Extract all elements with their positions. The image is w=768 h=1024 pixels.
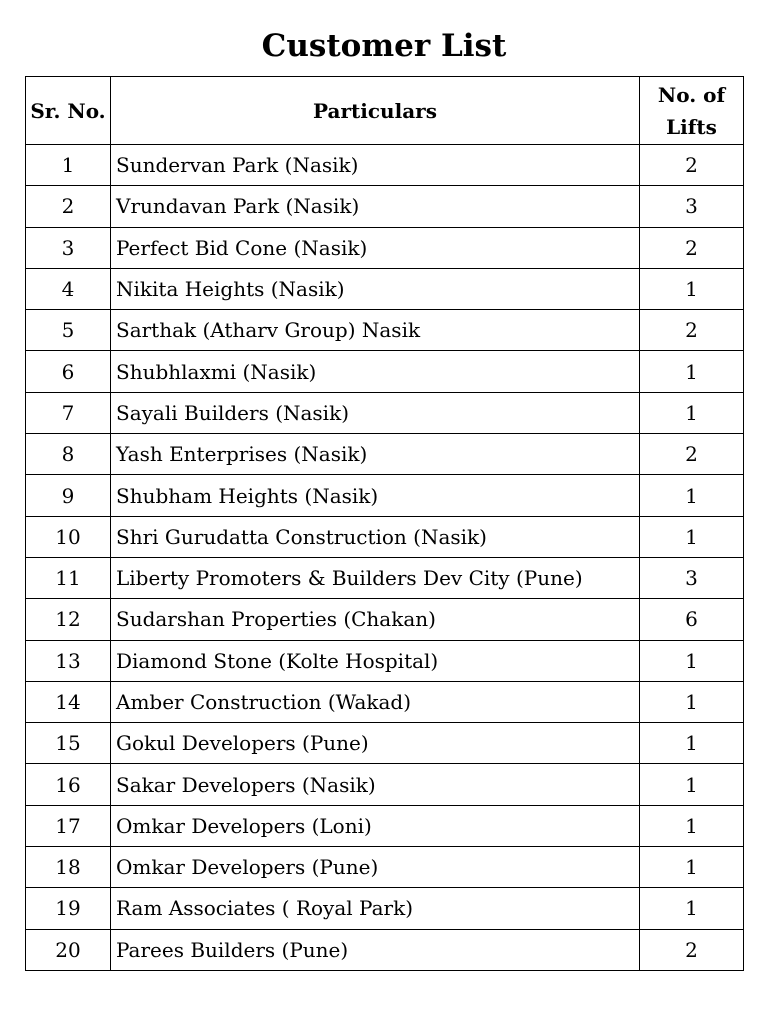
cell-particulars: Shri Gurudatta Construction (Nasik) xyxy=(111,516,640,557)
cell-sr-no: 20 xyxy=(26,929,111,970)
cell-sr-no: 19 xyxy=(26,888,111,929)
table-row xyxy=(26,888,744,929)
cell-sr-no: 8 xyxy=(26,434,111,475)
cell-no-of-lifts: 1 xyxy=(640,268,744,309)
cell-sr-no: 10 xyxy=(26,516,111,557)
table-row xyxy=(26,392,744,433)
cell-particulars: Omkar Developers (Pune) xyxy=(111,847,640,888)
cell-no-of-lifts: 3 xyxy=(640,186,744,227)
header-no-of-lifts xyxy=(640,77,744,145)
cell-particulars: Sakar Developers (Nasik) xyxy=(111,764,640,805)
table-row xyxy=(26,268,744,309)
cell-sr-no: 9 xyxy=(26,475,111,516)
table-row xyxy=(26,764,744,805)
page-title: Customer List xyxy=(261,28,507,64)
cell-particulars: Vrundavan Park (Nasik) xyxy=(111,186,640,227)
cell-sr-no: 18 xyxy=(26,847,111,888)
cell-particulars: Omkar Developers (Loni) xyxy=(111,805,640,846)
table-row xyxy=(26,640,744,681)
cell-particulars: Yash Enterprises (Nasik) xyxy=(111,434,640,475)
cell-sr-no: 7 xyxy=(26,392,111,433)
cell-particulars: Diamond Stone (Kolte Hospital) xyxy=(111,640,640,681)
cell-no-of-lifts: 1 xyxy=(640,723,744,764)
cell-particulars: Sudarshan Properties (Chakan) xyxy=(111,599,640,640)
cell-sr-no: 16 xyxy=(26,764,111,805)
table-row xyxy=(26,723,744,764)
table-row xyxy=(26,599,744,640)
cell-sr-no: 17 xyxy=(26,805,111,846)
table-row xyxy=(26,516,744,557)
table-row xyxy=(26,805,744,846)
cell-sr-no: 2 xyxy=(26,186,111,227)
cell-sr-no: 6 xyxy=(26,351,111,392)
table-row xyxy=(26,351,744,392)
cell-no-of-lifts: 2 xyxy=(640,929,744,970)
cell-no-of-lifts: 6 xyxy=(640,599,744,640)
cell-particulars: Perfect Bid Cone (Nasik) xyxy=(111,227,640,268)
cell-particulars: Sayali Builders (Nasik) xyxy=(111,392,640,433)
cell-no-of-lifts: 2 xyxy=(640,227,744,268)
cell-particulars: Parees Builders (Pune) xyxy=(111,929,640,970)
cell-particulars: Sarthak (Atharv Group) Nasik xyxy=(111,310,640,351)
table-header-row xyxy=(26,77,744,145)
cell-particulars: Liberty Promoters & Builders Dev City (Pune) xyxy=(111,557,640,598)
cell-no-of-lifts: 1 xyxy=(640,640,744,681)
header-sr-no: Sr. No. xyxy=(26,77,111,145)
table-row xyxy=(26,434,744,475)
cell-sr-no: 11 xyxy=(26,557,111,598)
cell-sr-no: 13 xyxy=(26,640,111,681)
header-lifts-line2: Lifts xyxy=(666,114,717,139)
cell-no-of-lifts: 1 xyxy=(640,805,744,846)
cell-no-of-lifts: 1 xyxy=(640,475,744,516)
table-row xyxy=(26,847,744,888)
cell-sr-no: 5 xyxy=(26,310,111,351)
table-row xyxy=(26,186,744,227)
table-row xyxy=(26,227,744,268)
table-row xyxy=(26,475,744,516)
header-lifts-line1: No. of xyxy=(657,82,726,107)
table-row xyxy=(26,145,744,186)
table-row xyxy=(26,929,744,970)
cell-particulars: Gokul Developers (Pune) xyxy=(111,723,640,764)
cell-no-of-lifts: 1 xyxy=(640,516,744,557)
cell-particulars: Amber Construction (Wakad) xyxy=(111,681,640,722)
cell-sr-no: 4 xyxy=(26,268,111,309)
cell-particulars: Shubhlaxmi (Nasik) xyxy=(111,351,640,392)
cell-no-of-lifts: 2 xyxy=(640,434,744,475)
cell-no-of-lifts: 1 xyxy=(640,392,744,433)
cell-particulars: Sundervan Park (Nasik) xyxy=(111,145,640,186)
cell-sr-no: 15 xyxy=(26,723,111,764)
cell-no-of-lifts: 2 xyxy=(640,310,744,351)
cell-no-of-lifts: 1 xyxy=(640,351,744,392)
cell-no-of-lifts: 1 xyxy=(640,681,744,722)
cell-no-of-lifts: 1 xyxy=(640,847,744,888)
header-particulars: Particulars xyxy=(111,77,640,145)
table-row xyxy=(26,681,744,722)
cell-no-of-lifts: 1 xyxy=(640,888,744,929)
cell-sr-no: 1 xyxy=(26,145,111,186)
cell-no-of-lifts: 2 xyxy=(640,145,744,186)
customer-table xyxy=(25,76,744,971)
cell-particulars: Nikita Heights (Nasik) xyxy=(111,268,640,309)
cell-sr-no: 12 xyxy=(26,599,111,640)
cell-no-of-lifts: 1 xyxy=(640,764,744,805)
table-row xyxy=(26,557,744,598)
cell-sr-no: 3 xyxy=(26,227,111,268)
cell-sr-no: 14 xyxy=(26,681,111,722)
cell-no-of-lifts: 3 xyxy=(640,557,744,598)
table-row xyxy=(26,310,744,351)
cell-particulars: Ram Associates ( Royal Park) xyxy=(111,888,640,929)
cell-particulars: Shubham Heights (Nasik) xyxy=(111,475,640,516)
